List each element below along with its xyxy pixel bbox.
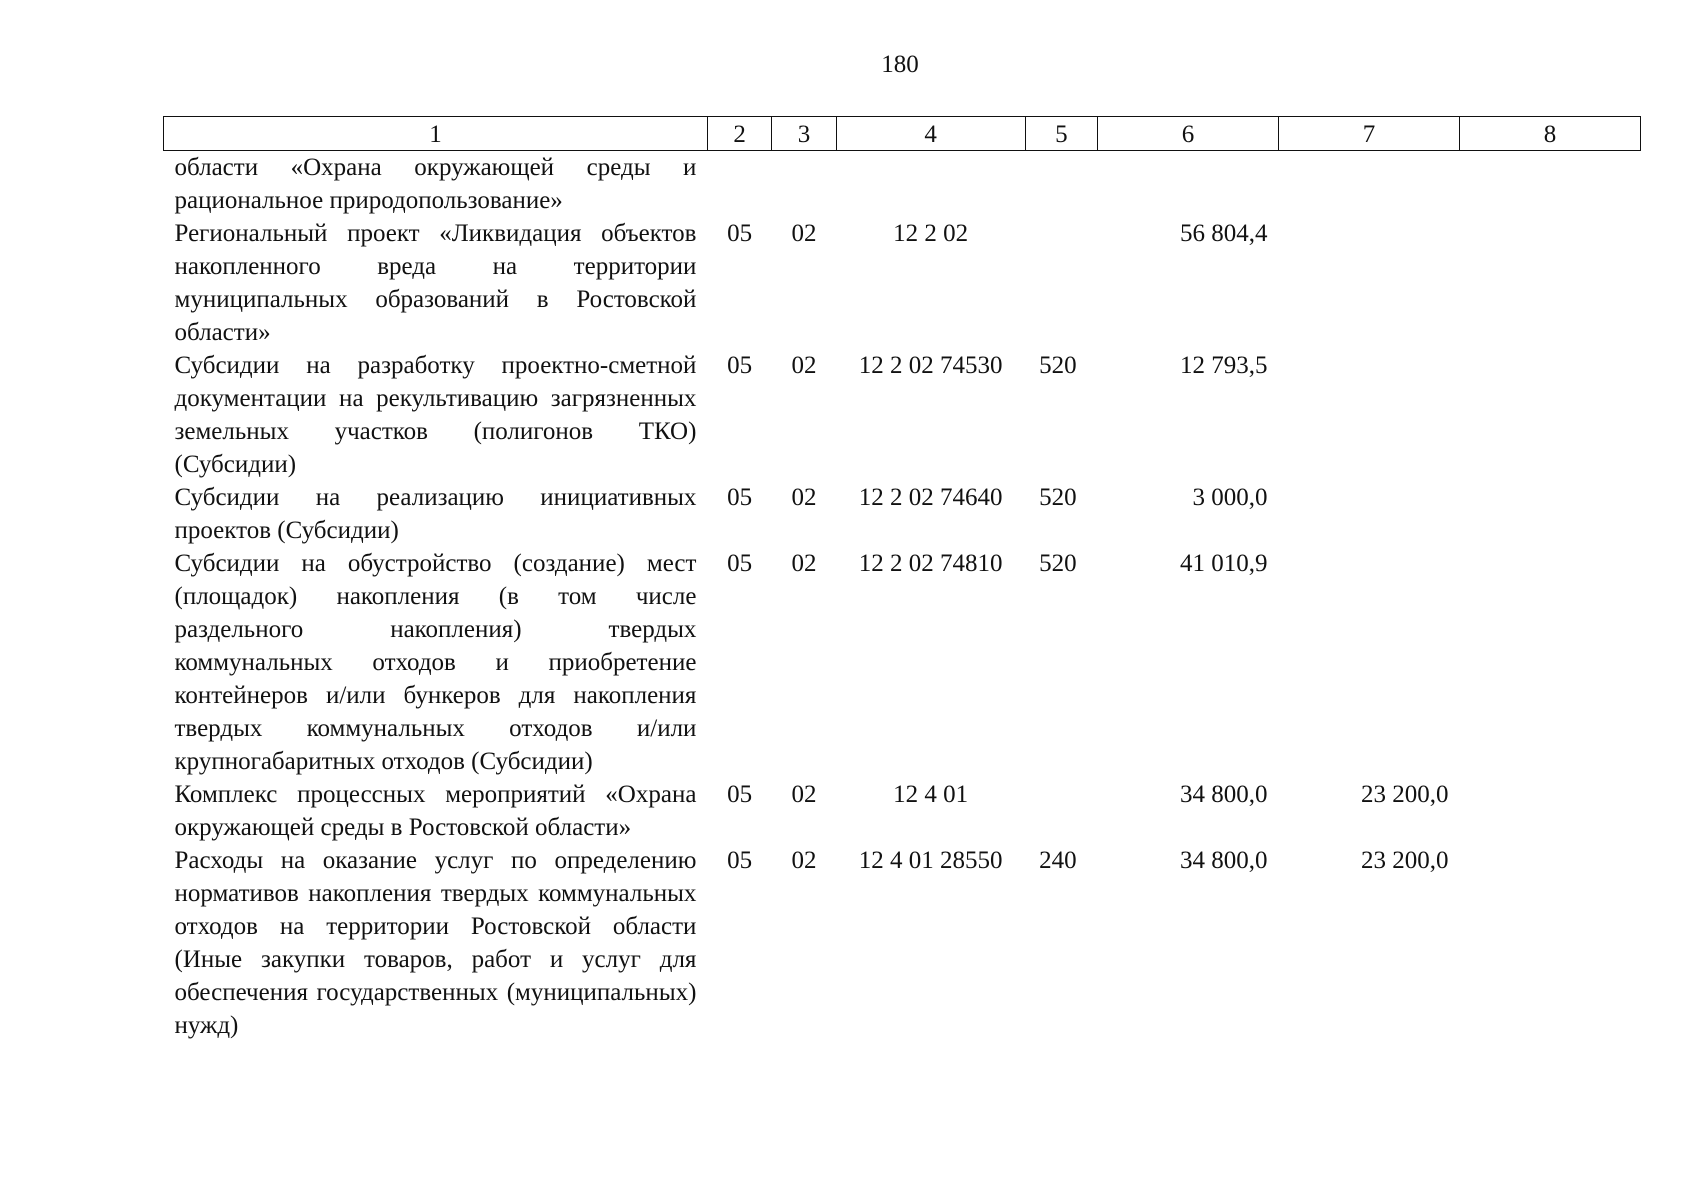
row-amount-7 [1279, 349, 1460, 481]
table-row [164, 349, 1641, 481]
table-row [164, 778, 1641, 844]
header-cell-7: 7 [1279, 117, 1460, 151]
row-name: Субсидии на разработку проектно-сметной документации на рекультивацию загрязненных земельных участков (полигонов ТКО) (Субсидии) [174, 352, 697, 478]
row-section: 05 [727, 550, 753, 577]
row-amount-7 [1279, 481, 1460, 547]
row-amount-6: 34 800,0 [1180, 781, 1268, 808]
row-subsection: 02 [791, 781, 817, 808]
row-subsection: 02 [791, 220, 817, 247]
row-target-code: 12 4 01 [893, 781, 969, 808]
row-name: Субсидии на обустройство (создание) мест (площадок) накопления (в том числе раздельного накопления) твердых коммунальных отходов и приобретение контейнеров и/или бункеров для накопления твердых коммунальных отходов и/или крупногабаритных отходов (Субсидии) [174, 550, 697, 775]
header-row [164, 117, 1641, 151]
row-name: Расходы на оказание услуг по определению нормативов накопления твердых коммунальных отходов на территории Ростовской области (Иные закупки товаров, работ и услуг для обеспечения государственных (муниципальных) нужд) [174, 847, 697, 1039]
row-name: Региональный проект «Ликвидация объектов накопленного вреда на территории муниципальных образований в Ростовской области» [174, 220, 697, 346]
row-amount-7 [1279, 217, 1460, 349]
row-target-code: 12 2 02 74640 [858, 484, 1003, 511]
row-target-code: 12 2 02 [893, 220, 969, 247]
header-cell-5: 5 [1025, 117, 1097, 151]
row-section: 05 [727, 847, 753, 874]
table-body [164, 151, 1641, 1043]
row-target-code: 12 2 02 74810 [858, 550, 1003, 577]
row-section: 05 [727, 484, 753, 511]
table-row [164, 151, 1641, 218]
header-cell-2: 2 [707, 117, 771, 151]
row-name: области «Охрана окружающей среды и рациональное природопользование» [174, 154, 697, 214]
table-row [164, 481, 1641, 547]
row-amount-6 [1098, 151, 1279, 218]
row-section: 05 [727, 220, 753, 247]
row-subsection: 02 [791, 352, 817, 379]
row-subsection: 02 [791, 550, 817, 577]
row-amount-7 [1279, 151, 1460, 218]
row-amount-8 [1459, 778, 1640, 844]
header-cell-6: 6 [1098, 117, 1279, 151]
row-expense-type: 520 [1039, 550, 1077, 577]
row-amount-7: 23 200,0 [1360, 781, 1449, 808]
table-row [164, 547, 1641, 778]
row-expense-type [1025, 778, 1097, 844]
row-target-code: 12 4 01 28550 [858, 847, 1003, 874]
page-number: 180 [881, 51, 919, 78]
row-amount-8 [1459, 349, 1640, 481]
row-amount-7: 23 200,0 [1360, 847, 1449, 874]
row-expense-type: 520 [1039, 352, 1077, 379]
row-amount-8 [1459, 547, 1640, 778]
row-name: Комплекс процессных мероприятий «Охрана окружающей среды в Ростовской области» [174, 781, 697, 841]
row-expense-type [1025, 217, 1097, 349]
header-cell-3: 3 [772, 117, 836, 151]
row-target-code: 12 2 02 74530 [858, 352, 1003, 379]
row-amount-8 [1459, 844, 1640, 1042]
row-expense-type: 240 [1039, 847, 1077, 874]
row-name: Субсидии на реализацию инициативных проектов (Субсидии) [174, 484, 697, 544]
table-header [164, 117, 1641, 151]
row-section: 05 [727, 352, 753, 379]
budget-table [163, 116, 1641, 1042]
row-expense-type [1025, 151, 1097, 218]
row-amount-6: 56 804,4 [1180, 220, 1268, 247]
row-amount-6: 34 800,0 [1180, 847, 1268, 874]
row-amount-7 [1279, 547, 1460, 778]
table-row [164, 844, 1641, 1042]
row-subsection [772, 151, 836, 218]
row-amount-6: 3 000,0 [1192, 484, 1268, 511]
row-subsection: 02 [791, 847, 817, 874]
header-cell-1: 1 [164, 117, 708, 151]
row-subsection: 02 [791, 484, 817, 511]
row-expense-type: 520 [1039, 484, 1077, 511]
row-section: 05 [727, 781, 753, 808]
row-target-code [836, 151, 1025, 218]
row-amount-8 [1459, 217, 1640, 349]
header-cell-4: 4 [836, 117, 1025, 151]
row-amount-8 [1459, 151, 1640, 218]
row-section [707, 151, 771, 218]
table-row [164, 217, 1641, 349]
row-amount-6: 41 010,9 [1180, 550, 1268, 577]
header-cell-8: 8 [1459, 117, 1640, 151]
row-amount-6: 12 793,5 [1180, 352, 1268, 379]
row-amount-8 [1459, 481, 1640, 547]
